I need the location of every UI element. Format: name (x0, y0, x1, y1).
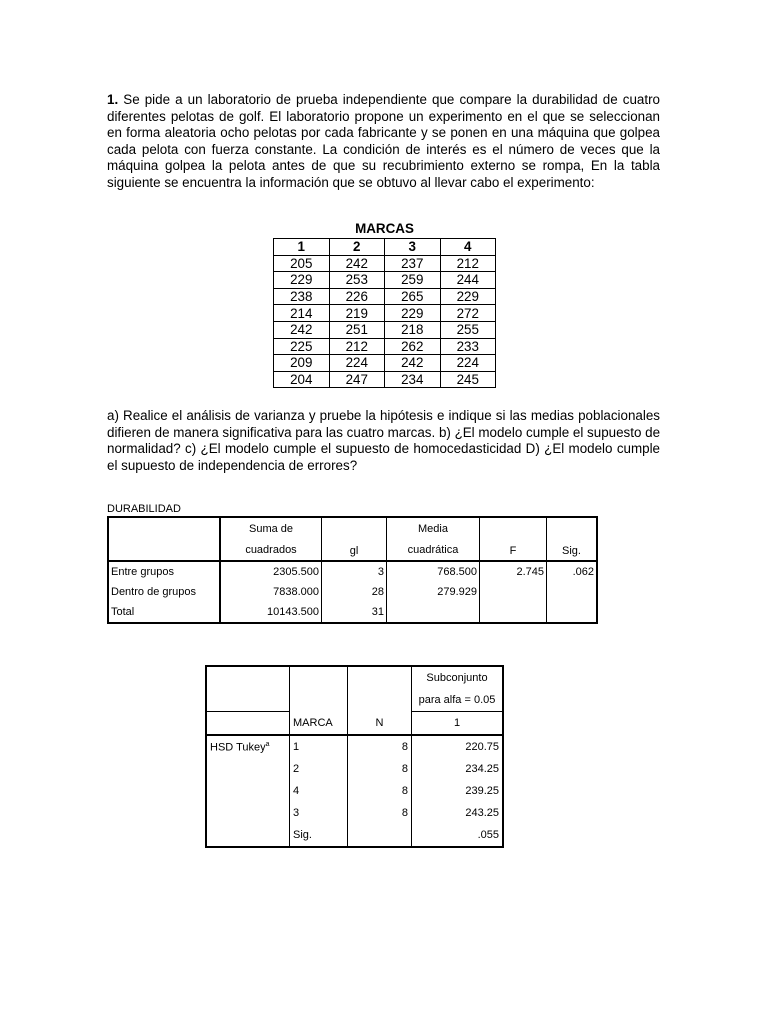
anova-header-sig: Sig. (547, 517, 598, 561)
table-row (274, 288, 496, 305)
table-cell: 244 (440, 272, 496, 289)
tukey-cell-blank (206, 802, 290, 824)
table-cell: 229 (274, 272, 330, 289)
anova-cell-f: 2.745 (480, 561, 547, 582)
anova-header-media-1: Media (387, 517, 480, 539)
anova-cell-gl: 3 (322, 561, 387, 582)
table-cell: 247 (329, 371, 385, 388)
table-cell: 224 (440, 355, 496, 372)
marcas-header-cell: 1 (274, 239, 330, 256)
table-row (274, 355, 496, 372)
anova-cell-sig (547, 582, 598, 602)
tukey-method-label (206, 735, 290, 758)
tukey-header-row-1 (206, 666, 503, 689)
anova-cell-sig (547, 602, 598, 623)
anova-cell-media: 768.500 (387, 561, 480, 582)
table-cell: 212 (329, 338, 385, 355)
table-cell: 237 (385, 255, 441, 272)
table-cell: 272 (440, 305, 496, 322)
tukey-cell-marca: 2 (290, 758, 348, 780)
tukey-method-footnote: a (265, 740, 270, 748)
tukey-header-marca: MARCA (290, 712, 348, 736)
table-cell: 219 (329, 305, 385, 322)
table-cell: 233 (440, 338, 496, 355)
tukey-cell-marca: 1 (290, 735, 348, 758)
table-row (206, 824, 503, 847)
anova-cell-suma: 10143.500 (220, 602, 322, 623)
anova-row-label: Entre grupos (108, 561, 220, 582)
table-cell: 204 (274, 371, 330, 388)
table-cell: 224 (329, 355, 385, 372)
table-row (108, 561, 597, 582)
tukey-header-blank-n (348, 666, 412, 712)
anova-cell-gl: 28 (322, 582, 387, 602)
questions-paragraph: a) Realice el análisis de varianza y pruebe la hipótesis e indique si las medias poblacionales difieren de manera significativa para las cuatro marcas. b) ¿El modelo cumple el supuesto de normalidad? c) ¿El modelo cumple el supuesto de homocedasticidad D) ¿El modelo cumple el supuesto de independencia de errores? (107, 408, 661, 473)
anova-cell-sig: .062 (572, 566, 594, 578)
anova-cell-f (480, 582, 547, 602)
table-cell: 226 (329, 288, 385, 305)
marcas-header-cell: 2 (329, 239, 385, 256)
anova-cell-media: 279.929 (387, 582, 480, 602)
marcas-table (273, 238, 496, 388)
table-row (206, 780, 503, 802)
tukey-cell-marca: 3 (290, 802, 348, 824)
anova-table (107, 516, 598, 624)
anova-cell-suma: 7838.000 (220, 582, 322, 602)
problem-number: 1. (107, 92, 119, 107)
table-cell: 209 (274, 355, 330, 372)
table-cell: 214 (274, 305, 330, 322)
tukey-cell-n: 8 (348, 780, 412, 802)
anova-header-suma-2: cuadrados (220, 539, 322, 561)
table-cell: 205 (274, 255, 330, 272)
anova-row-label: Dentro de grupos (108, 582, 220, 602)
marcas-header-cell: 4 (440, 239, 496, 256)
table-row (274, 321, 496, 338)
problem-paragraph (107, 92, 660, 192)
anova-cell-gl: 31 (322, 602, 387, 623)
tukey-cell-n: 8 (348, 758, 412, 780)
anova-row-label: Total (108, 602, 220, 623)
anova-header-suma-1: Suma de (220, 517, 322, 539)
tukey-header-subset-1: Subconjunto (426, 672, 488, 684)
table-cell: 229 (440, 288, 496, 305)
tukey-cell-n: 8 (348, 735, 412, 758)
anova-title: DURABILIDAD (107, 503, 181, 515)
table-row (108, 582, 597, 602)
table-row (274, 338, 496, 355)
anova-header-corner (108, 517, 220, 561)
tukey-sig-value: .055 (477, 829, 499, 841)
table-row (274, 371, 496, 388)
tukey-header-subset-2: para alfa = 0.05 (412, 689, 504, 712)
tukey-cell-blank (206, 824, 290, 847)
table-cell: 218 (385, 321, 441, 338)
table-cell: 242 (385, 355, 441, 372)
tukey-cell-value: 220.75 (465, 741, 499, 753)
table-cell: 229 (385, 305, 441, 322)
anova-header-f: F (480, 517, 547, 561)
tukey-cell-blank (348, 824, 412, 847)
table-row (206, 802, 503, 824)
table-cell: 259 (385, 272, 441, 289)
table-cell: 242 (274, 321, 330, 338)
tukey-header-subset-index: 1 (412, 712, 504, 736)
tukey-cell-blank (206, 780, 290, 802)
problem-text: Se pide a un laboratorio de prueba independiente que compare la durabilidad de cuatro diferentes pelotas de golf. El laboratorio propone un experimento en el que se seleccionan en forma aleatoria ocho pelotas por cada fabricante y se ponen en una máquina que golpea cada pelota con fuerza constante. La condición de interés es el número de veces que la máquina golpea la pelota antes de que su recubrimiento externo se rompa, En la tabla siguiente se encuentra la información que se obtuvo al llevar cabo el experimento: (107, 92, 660, 190)
anova-cell-suma: 2305.500 (220, 561, 322, 582)
tukey-cell-value: 239.25 (465, 785, 499, 797)
anova-cell-f (480, 602, 547, 623)
tukey-header-row-3 (206, 712, 503, 736)
table-cell: 242 (329, 255, 385, 272)
table-cell: 238 (274, 288, 330, 305)
anova-cell-media (387, 602, 480, 623)
marcas-table-title: MARCAS (355, 221, 414, 236)
tukey-header-blank-marca (290, 666, 348, 712)
table-row (274, 255, 496, 272)
table-cell: 265 (385, 288, 441, 305)
table-row (206, 735, 503, 758)
table-row (274, 272, 496, 289)
tukey-header-corner-bottom (206, 712, 290, 736)
tukey-cell-value: 234.25 (465, 763, 499, 775)
table-cell: 225 (274, 338, 330, 355)
table-cell: 212 (440, 255, 496, 272)
tukey-cell-value: 243.25 (465, 807, 499, 819)
marcas-header-row (274, 239, 496, 256)
anova-header-media-2: cuadrática (387, 539, 480, 561)
tukey-cell-n: 8 (348, 802, 412, 824)
tukey-header-n: N (348, 712, 412, 736)
marcas-header-cell: 3 (385, 239, 441, 256)
tukey-header-corner (206, 666, 290, 712)
table-row (206, 758, 503, 780)
table-cell: 262 (385, 338, 441, 355)
tukey-sig-label: Sig. (290, 824, 348, 847)
table-cell: 255 (440, 321, 496, 338)
table-row (108, 602, 597, 623)
table-row (274, 305, 496, 322)
table-cell: 234 (385, 371, 441, 388)
tukey-table (205, 665, 504, 848)
anova-header-row-1 (108, 517, 597, 539)
table-cell: 251 (329, 321, 385, 338)
anova-header-gl: gl (322, 517, 387, 561)
tukey-cell-marca: 4 (290, 780, 348, 802)
tukey-method: HSD Tukey (210, 741, 266, 754)
table-cell: 245 (440, 371, 496, 388)
table-cell: 253 (329, 272, 385, 289)
tukey-cell-blank (206, 758, 290, 780)
